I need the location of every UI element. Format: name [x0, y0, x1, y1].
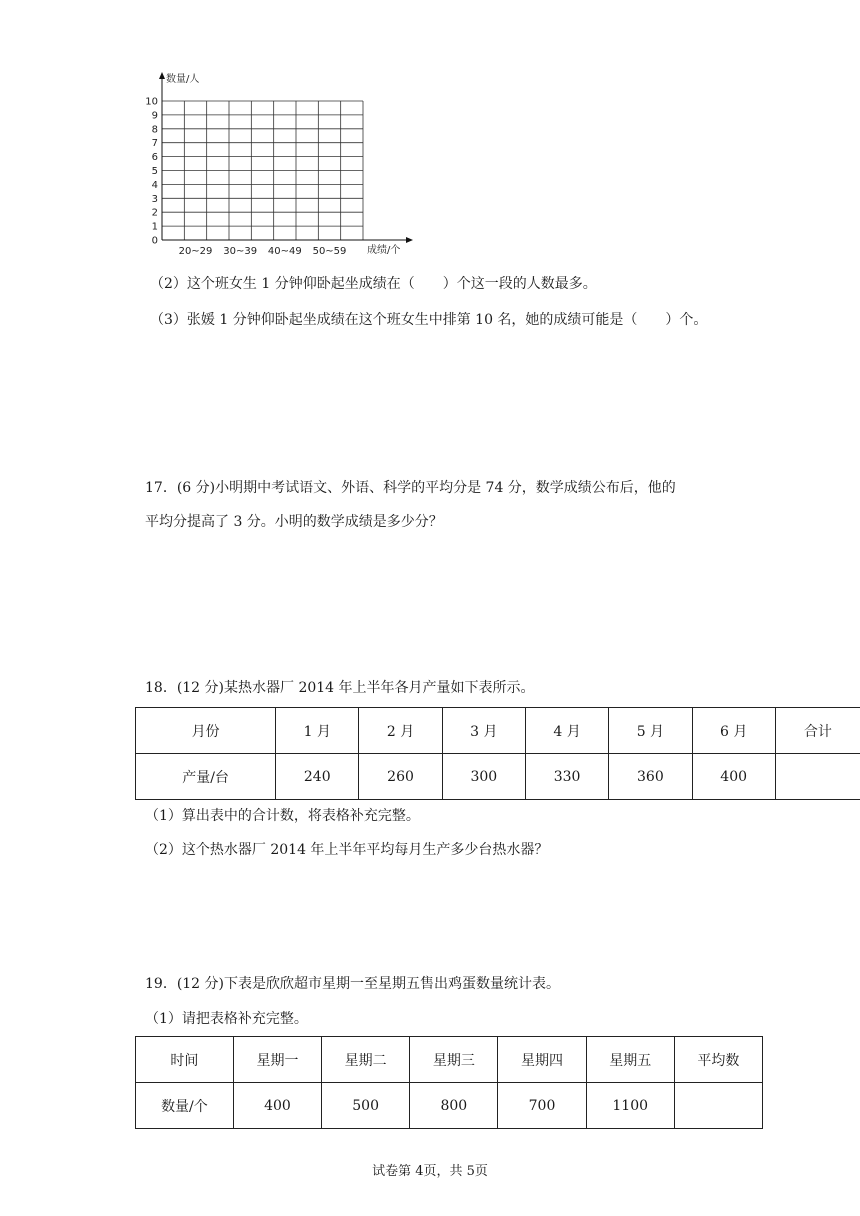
table-cell: 数量/个 — [136, 1083, 234, 1129]
table-cell: 星期五 — [586, 1037, 674, 1083]
q18-part1: （1）算出表中的合计数，将表格补充完整。 — [145, 808, 420, 824]
table-cell: 星期一 — [233, 1037, 321, 1083]
y-tick-label: 6 — [151, 152, 158, 164]
table-cell: 400 — [692, 754, 775, 800]
x-tick-label: 40~49 — [267, 246, 302, 257]
y-axis-arrow — [159, 72, 165, 79]
x-tick-label: 30~39 — [223, 246, 258, 257]
table-cell: 1 月 — [276, 708, 359, 754]
egg-sales-table — [135, 1036, 763, 1129]
table-cell: 星期四 — [498, 1037, 586, 1083]
table-cell: 5 月 — [609, 708, 692, 754]
y-tick-label: 8 — [151, 124, 158, 136]
x-tick-label: 20~29 — [178, 246, 213, 257]
table-cell: 3 月 — [442, 708, 525, 754]
table-cell: 500 — [322, 1083, 410, 1129]
table-cell: 330 — [525, 754, 608, 800]
table-cell: 6 月 — [692, 708, 775, 754]
q18-part2: （2）这个热水器厂 2014 年上半年平均每月生产多少台热水器？ — [145, 842, 549, 858]
table-row — [136, 1083, 763, 1129]
production-table — [135, 707, 860, 800]
table-cell: 时间 — [136, 1037, 234, 1083]
blank-average-cell — [674, 1083, 762, 1129]
page-footer: 试卷第 4页，共 5页 — [372, 1164, 488, 1179]
table-cell: 星期二 — [322, 1037, 410, 1083]
y-tick-label: 1 — [151, 221, 158, 233]
q17-line1: 17．(6 分)小明期中考试语文、外语、科学的平均分是 74 分，数学成绩公布后，他的 — [145, 480, 676, 496]
table-cell: 300 — [442, 754, 525, 800]
table-cell: 700 — [498, 1083, 586, 1129]
y-axis-label: 数量/人 — [166, 74, 200, 85]
table-cell: 800 — [410, 1083, 498, 1129]
table-cell: 2 月 — [359, 708, 442, 754]
table-cell: 240 — [276, 754, 359, 800]
table-cell: 平均数 — [674, 1037, 762, 1083]
y-tick-labels — [145, 97, 158, 247]
table-cell: 产量/台 — [136, 754, 276, 800]
y-tick-label: 10 — [145, 96, 158, 108]
q19-part1: （1）请把表格补充完整。 — [145, 1011, 308, 1027]
y-tick-label: 2 — [151, 207, 158, 219]
table-cell: 260 — [359, 754, 442, 800]
table-cell: 月份 — [136, 708, 276, 754]
q19-intro: 19．(12 分)下表是欣欣超市星期一至星期五售出鸡蛋数量统计表。 — [145, 976, 561, 992]
q18-intro: 18．(12 分)某热水器厂 2014 年上半年各月产量如下表所示。 — [145, 680, 535, 696]
grid-lines — [162, 101, 363, 240]
table-cell: 360 — [609, 754, 692, 800]
y-tick-label: 9 — [151, 110, 158, 122]
y-tick-label: 3 — [151, 193, 158, 205]
table-header-row — [136, 1037, 763, 1083]
table-cell: 1100 — [586, 1083, 674, 1129]
y-tick-label: 7 — [151, 138, 158, 150]
table-cell: 合计 — [775, 708, 860, 754]
y-tick-label: 4 — [151, 179, 158, 191]
x-axis-label: 成绩/个 — [367, 245, 401, 256]
q16-part3: （3）张媛 1 分钟仰卧起坐成绩在这个班女生中排第 10 名，她的成绩可能是（ ）个。 — [150, 312, 708, 328]
blank-total-cell — [775, 754, 860, 800]
q17-line2: 平均分提高了 3 分。小明的数学成绩是多少分？ — [145, 514, 443, 530]
x-tick-labels — [179, 246, 347, 257]
empty-bar-chart-grid — [140, 68, 420, 263]
x-tick-label: 50~59 — [312, 246, 347, 257]
x-axis-arrow — [406, 237, 413, 243]
table-cell: 星期三 — [410, 1037, 498, 1083]
chart-axes — [159, 72, 413, 243]
table-cell: 4 月 — [525, 708, 608, 754]
table-cell: 400 — [233, 1083, 321, 1129]
table-row — [136, 754, 860, 800]
q16-part2: （2）这个班女生 1 分钟仰卧起坐成绩在（ ）个这一段的人数最多。 — [150, 276, 597, 292]
table-header-row — [136, 708, 860, 754]
y-tick-label: 0 — [151, 235, 158, 247]
y-tick-label: 5 — [151, 166, 158, 177]
